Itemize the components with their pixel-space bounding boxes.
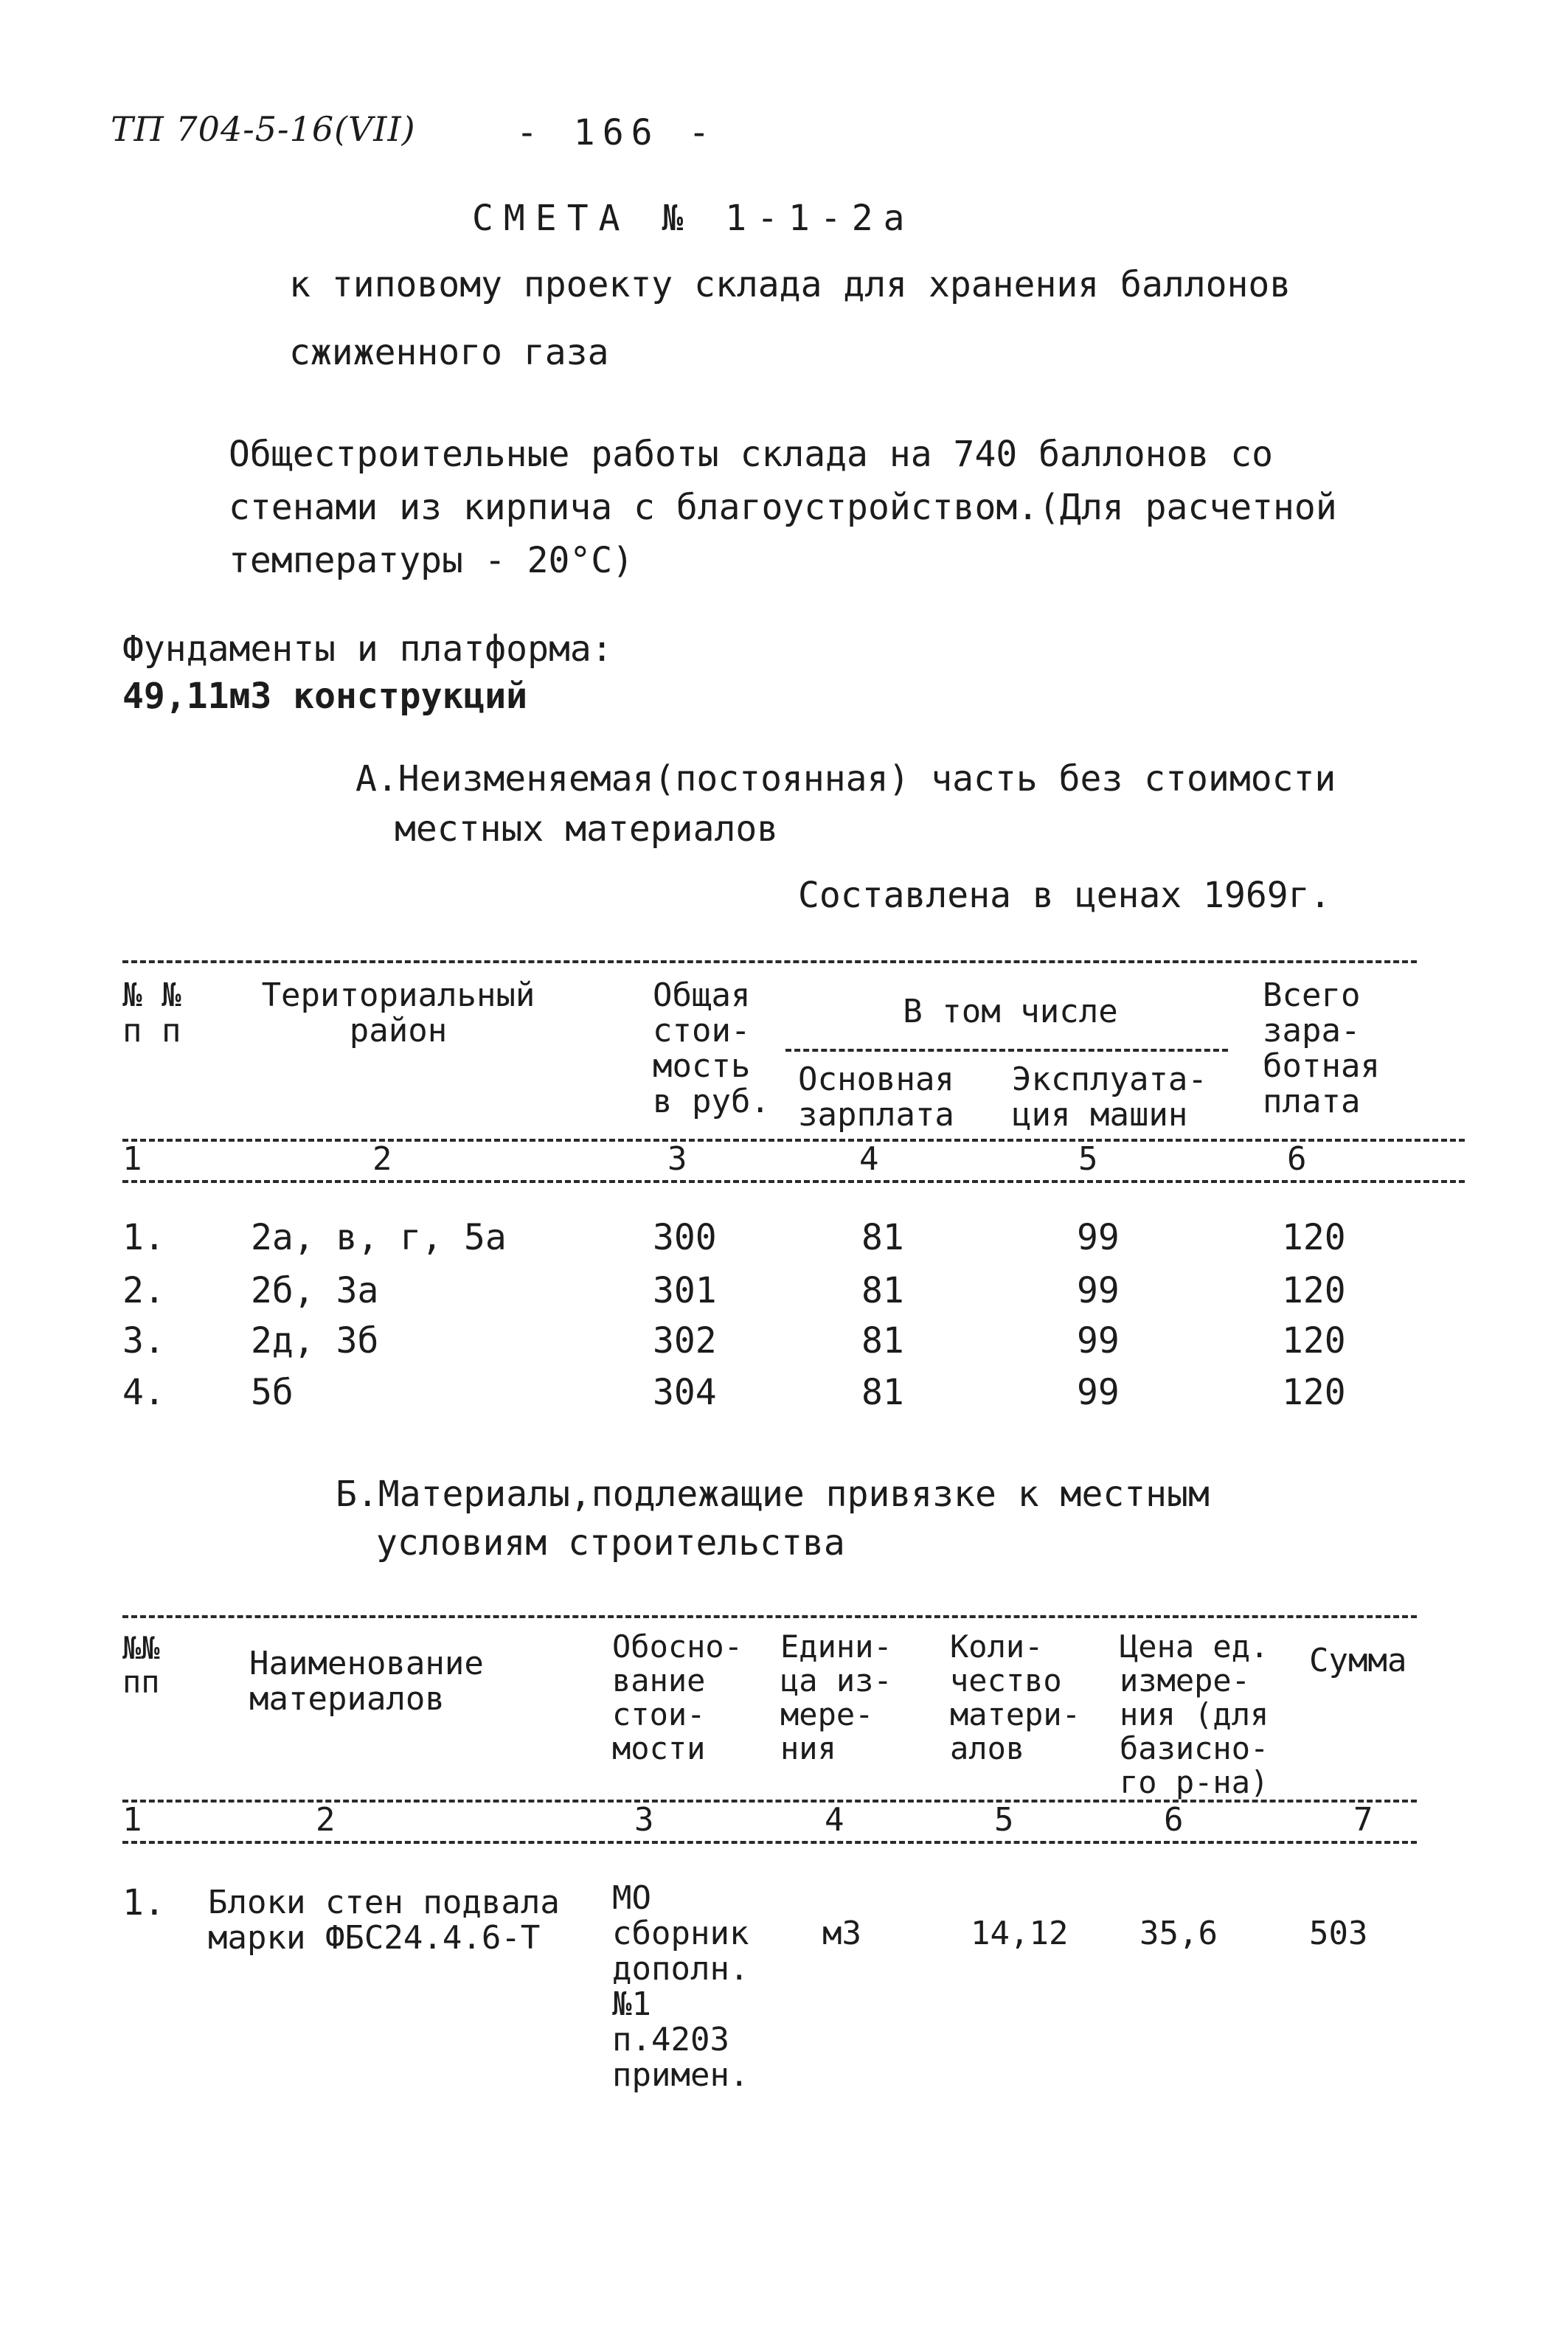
description-line-1: Общестроительные работы склада на 740 баллонов со [229, 434, 1274, 475]
row-region: 5б [251, 1372, 294, 1413]
estimate-subtitle-cont: сжиженного газа [289, 332, 609, 373]
table-a-colnum-6: 6 [1287, 1140, 1307, 1178]
row-total-salary: 120 [1282, 1217, 1346, 1258]
row-base-salary: 81 [861, 1372, 904, 1413]
table-a-header-machine-operation: Эксплуата- ция машин [1012, 1061, 1207, 1134]
part-b-heading: Б.Материалы,подлежащие привязке к местным [336, 1474, 1210, 1515]
row-total-cost: 300 [653, 1217, 717, 1258]
table-a-colnum-3: 3 [667, 1140, 687, 1178]
row-machine-operation: 99 [1077, 1217, 1120, 1258]
row-no: 3. [122, 1320, 165, 1361]
row-base-salary: 81 [861, 1217, 904, 1258]
row-total-cost: 304 [653, 1372, 717, 1413]
table-a-header-region: Териториальный район [261, 976, 535, 1050]
part-b-heading-cont: условиям строительства [376, 1522, 845, 1564]
row-no: 1. [122, 1882, 165, 1923]
row-sum: 503 [1309, 1915, 1368, 1952]
section-name: Фундаменты и платформа: [122, 628, 613, 670]
table-a-header-rule [122, 1139, 1465, 1142]
row-no: 2. [122, 1270, 165, 1311]
table-a-colnum-1: 1 [122, 1140, 142, 1178]
table-b-header-sum: Сумма [1309, 1642, 1407, 1679]
row-machine-operation: 99 [1077, 1320, 1120, 1361]
table-a-header-base-salary: Основная зарплата [798, 1061, 954, 1134]
row-region: 2б, 3а [251, 1270, 379, 1311]
table-a-colnum-5: 5 [1078, 1140, 1098, 1178]
table-a-header-total-salary: Всего зара- ботная плата [1263, 976, 1380, 1120]
table-a-colnum-rule [122, 1180, 1465, 1183]
row-machine-operation: 99 [1077, 1270, 1120, 1311]
description-line-3: температуры - 20°С) [229, 540, 634, 581]
table-b-colnum-rule [122, 1841, 1417, 1844]
table-b-header-unit: Едини- ца из- мере- ния [780, 1628, 892, 1766]
table-a-colnum-2: 2 [372, 1140, 392, 1178]
row-machine-operation: 99 [1077, 1372, 1120, 1413]
table-b-colnum-5: 5 [994, 1801, 1014, 1839]
row-no: 1. [122, 1217, 165, 1258]
row-no: 4. [122, 1372, 165, 1413]
estimate-subtitle: к типовому проекту склада для хранения баллонов [289, 264, 1291, 305]
row-region: 2а, в, г, 5а [251, 1217, 507, 1258]
table-b-header-name: Наименование материалов [249, 1645, 484, 1718]
doc-code: ТП 704-5-16(VII) [111, 109, 416, 149]
section-volume: 49,11м3 конструкций [122, 676, 528, 717]
table-a-including-rule [785, 1049, 1228, 1052]
part-a-heading: А.Неизменяемая(постоянная) часть без стоимости [355, 758, 1336, 799]
row-total-salary: 120 [1282, 1372, 1346, 1413]
page-number: - 166 - [516, 112, 718, 153]
row-total-salary: 120 [1282, 1320, 1346, 1361]
table-a-header-no: № № п п [122, 976, 181, 1050]
row-base-salary: 81 [861, 1320, 904, 1361]
prices-note: Составлена в ценах 1969г. [798, 875, 1331, 916]
table-a-colnum-4: 4 [859, 1140, 879, 1178]
table-b-header-unit-price: Цена ед. измере- ния (для базисно- го р-на) [1120, 1628, 1269, 1800]
table-b-colnum-2: 2 [316, 1801, 336, 1839]
table-b-colnum-4: 4 [825, 1801, 844, 1839]
estimate-title: СМЕТА № 1-1-2а [472, 198, 915, 239]
row-cost-basis: МО сборник дополн. №1 п.4203 примен. [612, 1879, 749, 2094]
description-line-2: стенами из кирпича с благоустройством.(Для расчетной [229, 487, 1337, 528]
table-b-header-quantity: Коли- чество матери- алов [950, 1628, 1081, 1766]
row-total-salary: 120 [1282, 1270, 1346, 1311]
part-a-heading-cont: местных материалов [395, 808, 779, 850]
row-unit-price: 35,6 [1139, 1915, 1218, 1952]
row-quantity: 14,12 [971, 1915, 1069, 1952]
table-a-header-including: В том числе [903, 993, 1118, 1030]
row-total-cost: 302 [653, 1320, 717, 1361]
table-a-header-total-cost: Общая стои- мость в руб. [653, 976, 770, 1120]
table-b-header-no: №№ пп [122, 1630, 160, 1700]
table-a-top-rule [122, 960, 1417, 963]
table-b-header-basis: Обосно- вание стои- мости [612, 1628, 743, 1766]
row-base-salary: 81 [861, 1270, 904, 1311]
table-b-colnum-6: 6 [1164, 1801, 1184, 1839]
table-b-colnum-1: 1 [122, 1801, 142, 1839]
row-total-cost: 301 [653, 1270, 717, 1311]
row-region: 2д, 3б [251, 1320, 379, 1361]
row-material-name: Блоки стен подвала марки ФБС24.4.6-Т [208, 1884, 560, 1957]
table-b-colnum-3: 3 [634, 1801, 654, 1839]
table-b-top-rule [122, 1615, 1417, 1618]
table-b-colnum-7: 7 [1353, 1801, 1373, 1839]
row-unit: м3 [822, 1915, 861, 1952]
